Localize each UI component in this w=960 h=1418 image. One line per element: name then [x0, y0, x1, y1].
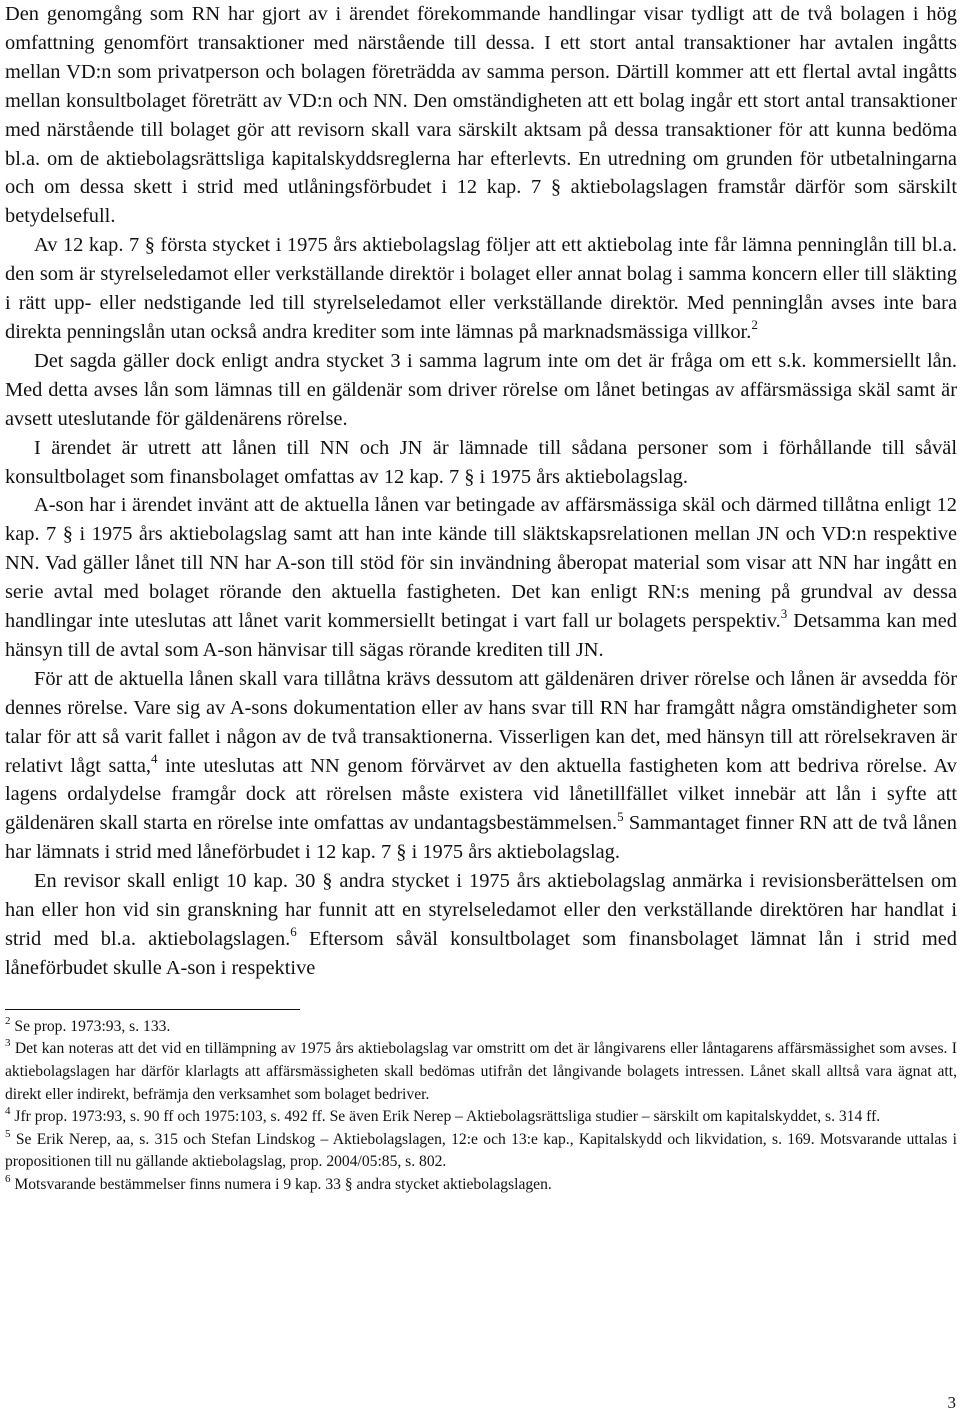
- paragraph: [5, 0, 957, 231]
- footnote-number: 2: [5, 1014, 11, 1027]
- paragraph-text: Den genomgång som RN har gjort av i ärendet förekommande handlingar visar tydligt att de två bolagen i hög omfattning genomfört transaktioner med närstående till dessa. I ett stort antal transaktioner har avtalen ingåtts mellan VD:n som privatperson och bolagen företrädda av samma person. Därtill kommer att ett flertal avtal ingåtts mellan konsultbolaget företrätt av VD:n och NN. Den omständigheten att ett bolag ingår ett stort antal transaktioner med närstående till bolaget gör att revisorn skall vara särskilt aktsam på dessa transaktioner för att kunna bedöma bl.a. om de aktiebolagsrättsliga kapitalskyddsreglerna har efterlevts. En utredning om grunden för utbetalningarna och om dessa skett i strid med utlåningsförbudet i 12 kap. 7 § aktiebolagslagen framstår därför som särskilt betydelsefull.: [5, 3, 957, 228]
- footnote-reference[interactable]: 5: [617, 808, 624, 824]
- footnotes: [5, 1016, 957, 1197]
- paragraph: [5, 434, 957, 492]
- body-text: [5, 0, 957, 983]
- paragraph-text: A-son har i ärendet invänt att de aktuella lånen var betingade av affärsmässiga skäl och därmed tillåtna enligt 12 kap. 7 § i 1975 års aktiebolagslag samt att han inte kände till släktskapsrelationen mellan JN och VD:n respektive NN. Vad gäller lånet till NN har A-son till stöd för sin invändning åberopat material som visar att NN har ingått en serie avtal med bolaget rörande den aktuella fastigheten. Det kan enligt RN:s mening på grundval av dessa handlingar inte uteslutas att lånet varit kommersiellt betingat i vart fall ur bolagets perspektiv.: [5, 494, 957, 633]
- paragraph: [5, 665, 957, 867]
- footnote-reference[interactable]: 3: [780, 606, 788, 622]
- paragraph-text: Detsamma kan med hänsyn till de avtal som A-son hänvisar till sägas rörande krediten till JN.: [5, 610, 957, 661]
- footnote-reference[interactable]: 6: [290, 924, 297, 940]
- paragraph-text: För att de aktuella lånen skall vara tillåtna krävs dessutom att gäldenären driver rörelse och lånen är avsedda för dennes rörelse. Vare sig av A-sons dokumentation eller av hans svar till RN har framgått några omständigheter som talar för att så varit fallet i någon av de två transaktionerna. Visserligen kan det, med hänsyn till att rörelsekraven är relativt lågt satta,: [5, 667, 957, 777]
- page-number: 3: [947, 1393, 956, 1412]
- paragraph-text: I ärendet är utrett att lånen till NN och JN är lämnade till sådana personer som i förhållande till såväl konsultbolaget som finansbolaget omfattas av 12 kap. 7 § i 1975 års aktiebolagslag.: [5, 436, 957, 488]
- footnote-number: 4: [5, 1105, 11, 1117]
- paragraph-text: Sammantaget finner RN att de två lånen har lämnats i strid med låneförbudet i 12 kap. 7 § i 1975 års aktiebolagslag.: [5, 812, 958, 864]
- paragraph: [5, 491, 957, 664]
- footnote-separator: [5, 1009, 300, 1010]
- footnote-reference[interactable]: 4: [151, 750, 158, 766]
- footnote-number: 5: [5, 1127, 11, 1140]
- document-page: [5, 0, 957, 1197]
- footnote: [5, 1016, 957, 1039]
- footnote-text: Motsvarande bestämmelser finns numera i 9 kap. 33 § andra stycket aktiebolagslagen.: [10, 1175, 552, 1193]
- footnote-text: Det kan noteras att det vid en tillämpning av 1975 års aktiebolagslag var omstritt om det är långivarens eller låntagarens affärsmässighet som avses. I aktiebolagslagen har därför klarlagts att affärsmässigheten skall bedömas utifrån det långivande bolagets intressen. Lånet skall alltså vara ägnat att, direkt eller indirekt, befrämja den verksamhet som bolaget bedriver.: [5, 1040, 957, 1103]
- footnote-text: Jfr prop. 1973:93, s. 90 ff och 1975:103, s. 492 ff. Se även Erik Nerep – Aktiebolagsrättsliga studier – särskilt om kapitalskyddet, s. 314 ff.: [10, 1108, 881, 1126]
- paragraph-text: Eftersom såväl konsultbolaget som finansbolaget lämnat lån i strid med låneförbudet skulle A-son i respektive: [5, 928, 957, 979]
- paragraph-text: inte uteslutas att NN genom förvärvet av den aktuella fastigheten kom att bedriva rörelse. Av lagens ordalydelse framgår dock att rörelsen måste existera vid lånetillfället vilket innebär att lån i syfte att gäldenären skall starta en rörelse inte omfattas av undantagsbestämmelsen.: [5, 754, 957, 835]
- footnote: [5, 1038, 957, 1106]
- footnote: [5, 1174, 957, 1197]
- paragraph: [5, 231, 957, 347]
- paragraph-text: Det sagda gäller dock enligt andra stycket 3 i samma lagrum inte om det är fråga om ett s.k. kommersiellt lån. Med detta avses lån som lämnas till en gäldenär som driver rörelse om lånet betingas av affärsmässiga skäl samt är avsett uteslutande för gäldenärens rörelse.: [5, 349, 957, 430]
- footnote: [5, 1106, 957, 1129]
- paragraph: [5, 347, 957, 434]
- footnote-number: 6: [5, 1172, 11, 1185]
- footnote-text: Se prop. 1973:93, s. 133.: [10, 1017, 171, 1035]
- footnote-number: 3: [5, 1037, 11, 1050]
- footnote-text: Se Erik Nerep, aa, s. 315 och Stefan Lindskog – Aktiebolagslagen, 12:e och 13:e kap., Kapitalskydd och likvidation, s. 169. Motsvarande uttalas i propositionen till nu gällande aktiebolagslag, prop. 2004/05:85, s. 802.: [5, 1130, 957, 1171]
- paragraph: [5, 867, 957, 983]
- footnote-reference[interactable]: 2: [751, 317, 758, 333]
- footnote: [5, 1129, 957, 1174]
- paragraph-text: Av 12 kap. 7 § första stycket i 1975 års aktiebolagslag följer att ett aktiebolag inte får lämna penninglån till bl.a. den som är styrelseledamot eller verkställande direktör i bolaget eller annat bolag i samma koncern eller till släkting i rätt upp- eller nedstigande led till styrelseledamot eller verkställande direktör. Med penninglån avses inte bara direkta penningslån utan också andra krediter som inte lämnas på marknadsmässiga villkor.: [5, 234, 957, 343]
- paragraph-text: En revisor skall enligt 10 kap. 30 § andra stycket i 1975 års aktiebolagslag anmärka i revisionsberättelsen om han eller hon vid sin granskning har funnit att en styrelseledamot eller den verkställande direktören har handlat i strid med bl.a. aktiebolagslagen.: [5, 870, 957, 950]
